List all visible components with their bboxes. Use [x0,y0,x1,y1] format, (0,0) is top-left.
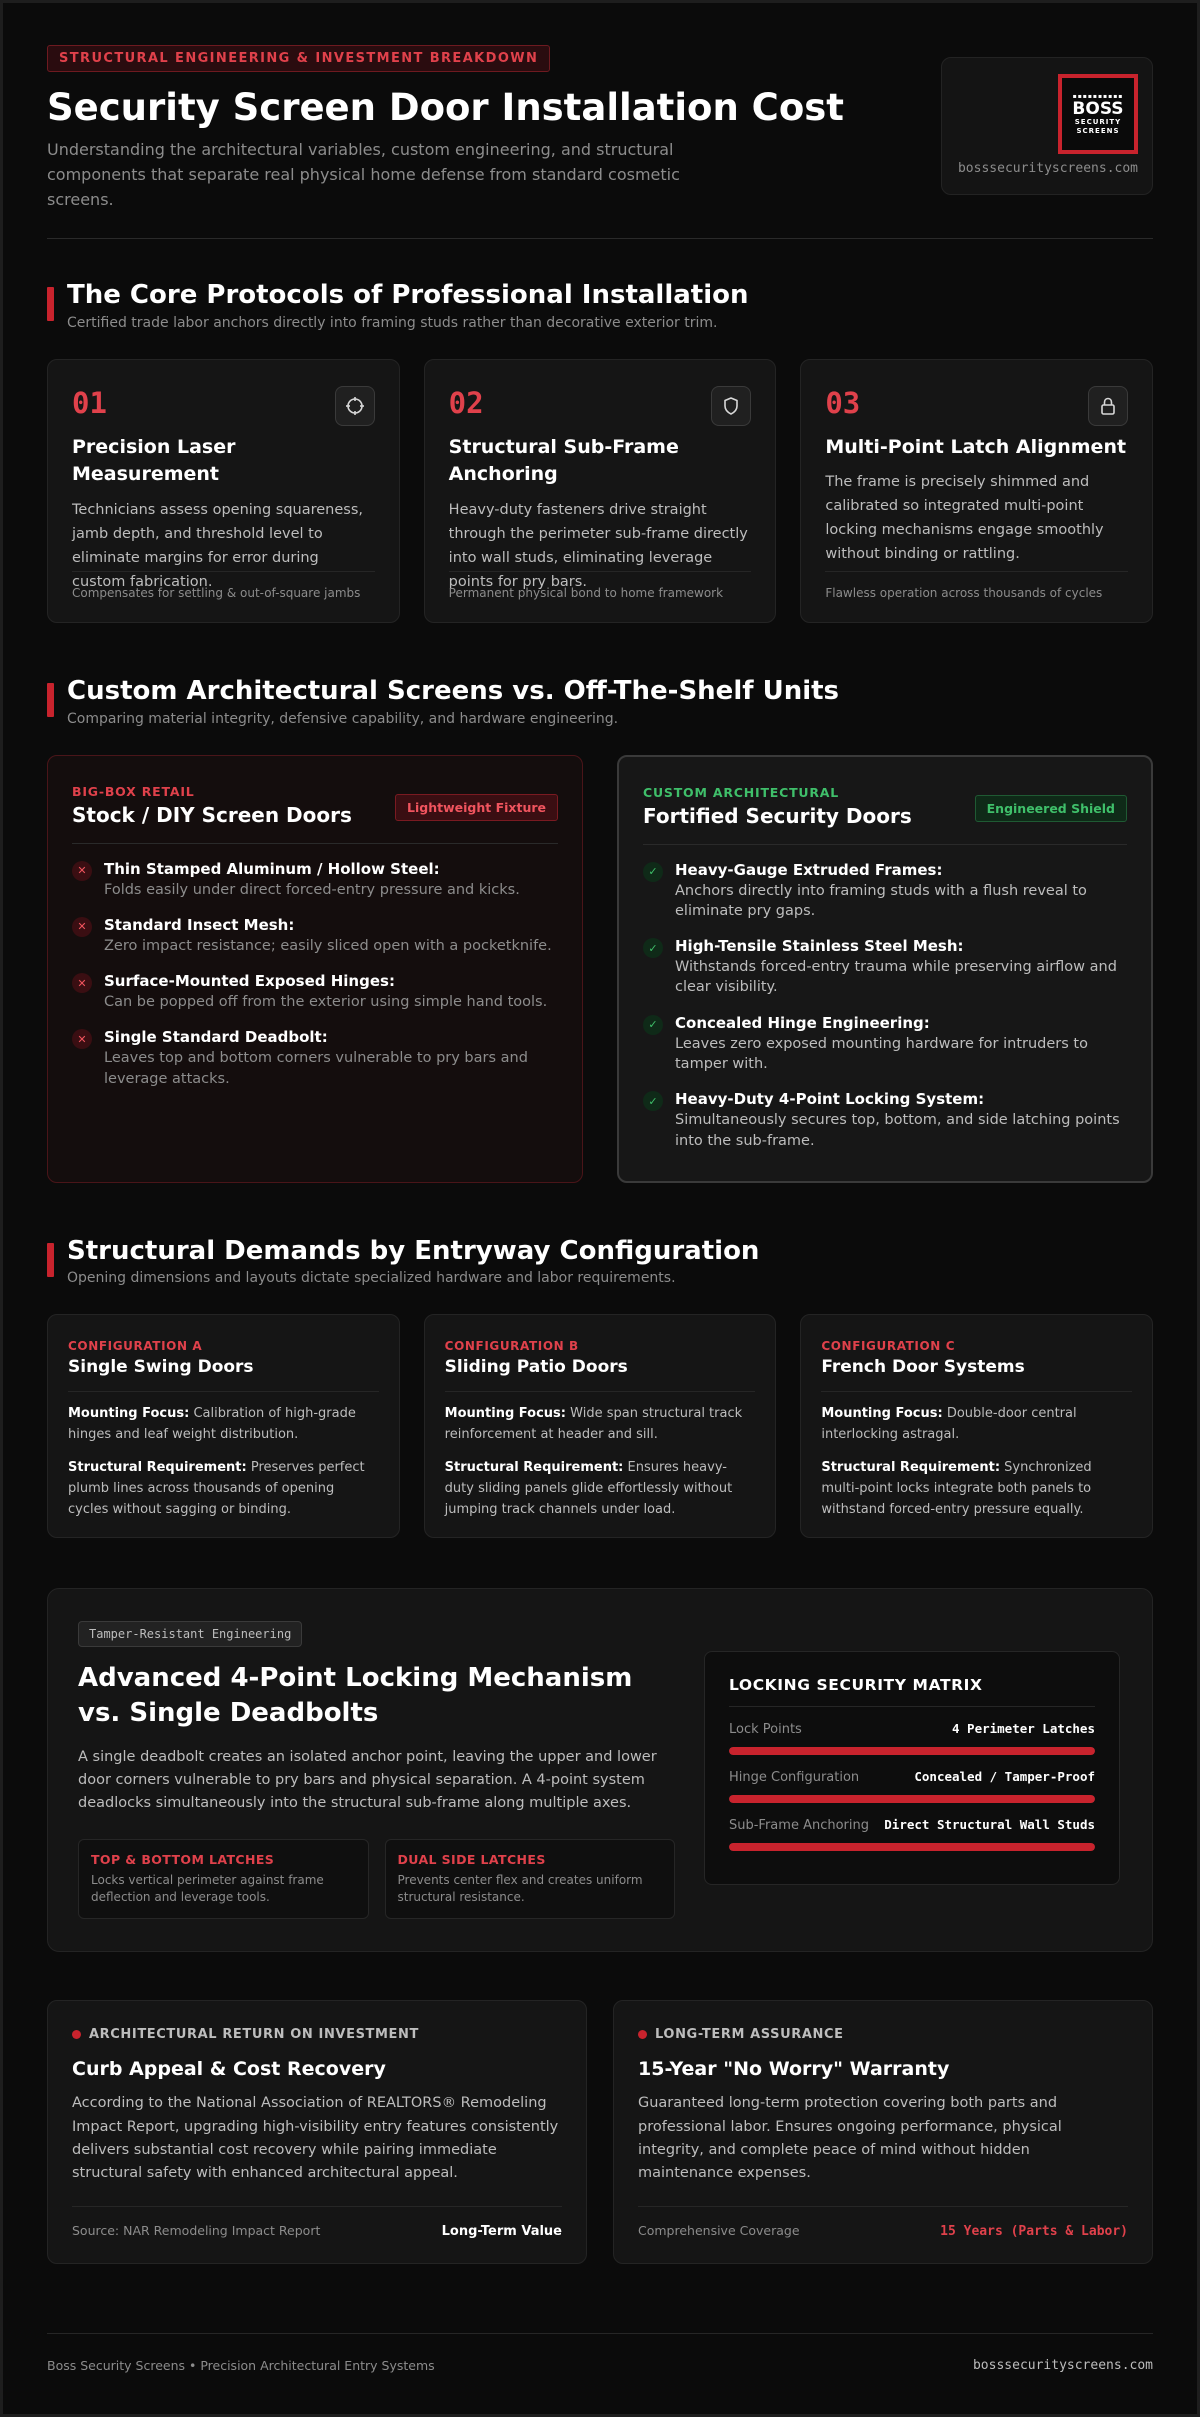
card-title: 15-Year "No Worry" Warranty [638,2058,950,2081]
comparison-cards [47,755,1153,1183]
comparison-section [47,675,1153,1183]
status-badge: Lightweight Fixture [395,794,558,821]
item-title: Heavy-Duty 4-Point Locking System: [675,1090,985,1109]
matrix-label: Lock Points [729,1722,802,1738]
matrix-bar-fill [729,1747,1095,1755]
section-title: The Core Protocols of Professional Installation [67,280,749,310]
lock-description: A single deadbolt creates an isolated anchor point, leaving the upper and lower door corners vulnerable to pry bars and physical separation. A 4-point system deadlocks simultaneously into the structural sub-frame along multiple axes. [78,1748,657,1811]
matrix-bar-fill [729,1795,1095,1803]
dot-icon [638,2030,647,2039]
item-title: Thin Stamped Aluminum / Hollow Steel: [104,859,440,878]
matrix-value: Direct Structural Wall Studs [884,1817,1095,1833]
item-title: Heavy-Gauge Extruded Frames: [675,860,943,879]
mounting-focus-label: Mounting Focus: [444,1406,566,1422]
configuration-card [424,1314,777,1538]
card-header [72,784,558,844]
coverage-note: Comprehensive Coverage [638,2223,800,2239]
x-icon: ✕ [72,973,92,993]
card-title: Curb Appeal & Cost Recovery [72,2058,386,2081]
item-title: Concealed Hinge Engineering: [675,1013,930,1032]
logo-dots: ▪▪▪▪▪▪▪▪▪▪ [1072,92,1124,100]
header-text [47,45,844,238]
warranty-term: 15 Years (Parts & Labor) [940,2224,1128,2240]
item-desc: Leaves top and bottom corners vulnerable to pry bars and leverage attacks. [104,1050,528,1087]
source-note: Source: NAR Remodeling Impact Report [72,2223,321,2239]
protocol-footnote: Flawless operation across thousands of cycles [825,571,1128,600]
latch-feature-card [78,1839,369,1919]
stock-door-card [47,755,583,1183]
card-label-text: LONG-TERM ASSURANCE [655,2027,844,2043]
page-title: Security Screen Door Installation Cost [47,86,844,129]
section-accent-bar [47,683,54,717]
list-item [72,972,558,1012]
lock-icon [1088,386,1128,426]
config-title: Single Swing Doors [68,1357,379,1392]
item-title: Standard Insect Mesh: [104,915,295,934]
security-matrix [704,1651,1120,1885]
item-title: High-Tensile Stainless Steel Mesh: [675,937,964,956]
mounting-focus-text: Calibration of high-grade hinges and leaf weight distribution. [68,1406,356,1443]
protocol-desc: The frame is precisely shimmed and calibrated so integrated multi-point locking mechanisms engage smoothly without binding or rattling. [825,474,1104,563]
protocol-footnote: Permanent physical bond to home framework [449,571,752,600]
card-title: Stock / DIY Screen Doors [72,802,352,827]
card-header [643,785,1127,845]
protocol-name: Structural Sub-Frame Anchoring [448,435,679,486]
list-item [72,860,558,900]
matrix-value: Concealed / Tamper-Proof [914,1769,1095,1785]
protocol-number: 01 [72,385,107,420]
section-heading [47,675,1153,727]
custom-door-card [617,755,1153,1183]
mounting-focus-label: Mounting Focus: [821,1406,943,1422]
list-item [72,916,558,956]
protocol-desc: Heavy-duty fasteners drive straight through the perimeter sub-frame directly into wall studs, eliminating leverage points for pry bars. [448,501,748,590]
card-desc: According to the National Association of REALTORS® Remodeling Impact Report, upgrading high-visibility entry features consistently delivers substantial cost recovery while pairing immediate structural safety with enhanced architectural appeal. [72,2095,559,2181]
shield-icon [711,386,751,426]
card-label [638,2027,1128,2042]
card-footer [638,2206,1128,2239]
roi-card [47,2000,587,2264]
matrix-value: 4 Perimeter Latches [952,1721,1095,1737]
protocol-number: 03 [825,385,861,420]
section-heading [47,279,1153,331]
section-accent-bar [47,287,54,321]
dot-icon [72,2030,81,2039]
mounting-focus [68,1404,379,1446]
list-item [643,861,1127,922]
item-title: Surface-Mounted Exposed Hinges: [104,972,395,991]
configuration-card [800,1314,1153,1538]
protocols-section [47,279,1153,623]
configuration-card [47,1314,400,1538]
page-footer [47,2333,1153,2373]
check-icon: ✓ [643,1091,663,1111]
matrix-bar-track [729,1747,1095,1755]
section-subtitle: Opening dimensions and layouts dictate specialized hardware and labor requirements. [67,1270,676,1287]
requirement-label: Structural Requirement: [444,1459,624,1475]
card-label [72,2027,562,2042]
structural-requirement [821,1458,1132,1520]
structural-requirement [445,1458,756,1520]
item-desc: Folds easily under direct forced-entry pressure and kicks. [104,881,520,898]
card-footer [72,2206,562,2239]
card-title: Fortified Security Doors [643,803,912,828]
mounting-focus-text: Wide span structural track reinforcement at header and sill. [444,1406,743,1443]
item-title: Single Standard Deadbolt: [104,1028,328,1047]
logo-line-1: SECURITY [1074,117,1122,126]
protocol-card [47,359,400,623]
warranty-card [613,2000,1153,2264]
latch-features [78,1839,675,1919]
matrix-bar-track [729,1795,1095,1803]
protocol-name: Multi-Point Latch Alignment [825,435,1127,458]
status-badge: Engineered Shield [975,795,1127,822]
check-icon: ✓ [643,862,663,882]
section-accent-bar [47,1243,54,1277]
list-item [643,1090,1127,1151]
config-label: CONFIGURATION C [821,1339,956,1354]
config-label: CONFIGURATION B [444,1339,579,1354]
config-title: Sliding Patio Doors [445,1357,756,1392]
footer-url[interactable]: bosssecurityscreens.com [972,2358,1153,2373]
feature-title: DUAL SIDE LATCHES [397,1852,546,1868]
list-item [72,1028,558,1089]
section-subtitle: Comparing material integrity, defensive capability, and hardware engineering. [67,710,619,727]
configurations-section [47,1235,1153,1539]
section-title: Custom Architectural Screens vs. Off-The-Shelf Units [67,675,840,706]
latch-feature-card [385,1839,676,1919]
requirement-text: Ensures heavy-duty sliding panels glide effortlessly without jumping track channels under load. [444,1459,733,1517]
x-icon: ✕ [72,917,92,937]
item-desc: Simultaneously secures top, bottom, and side latching points into the sub-frame. [675,1112,1120,1149]
logo-line-2: SCREENS [1076,126,1120,135]
logo-card[interactable] [941,57,1153,195]
protocol-card [800,359,1153,623]
structural-requirement [68,1458,379,1520]
config-label: CONFIGURATION A [68,1339,203,1354]
item-desc: Can be popped off from the exterior using simple hand tools. [104,994,548,1011]
matrix-label: Sub-Frame Anchoring [729,1818,869,1834]
locking-mechanism-panel [47,1588,1153,1952]
feature-list [643,861,1127,1151]
item-desc: Zero impact resistance; easily sliced open with a pocketknife. [104,937,552,954]
mounting-focus-text: Double-door central interlocking astragal. [821,1406,1077,1443]
section-heading [47,1235,1153,1287]
mounting-focus-label: Mounting Focus: [68,1406,190,1422]
check-icon: ✓ [643,1015,663,1035]
matrix-bar-track [729,1843,1095,1851]
logo-word: BOSS [1072,98,1124,119]
list-item [643,937,1127,998]
crosshair-icon [335,386,375,426]
protocol-footnote: Compensates for settling & out-of-square jambs [72,571,375,600]
kicker-badge: STRUCTURAL ENGINEERING & INVESTMENT BREAKDOWN [47,45,550,72]
feature-desc: Prevents center flex and creates uniform structural resistance. [397,1873,643,1904]
matrix-title: LOCKING SECURITY MATRIX [729,1676,1095,1707]
lock-title: Advanced 4-Point Locking Mechanism vs. Single Deadbolts [78,1663,633,1729]
requirement-label: Structural Requirement: [821,1459,1001,1475]
item-desc: Anchors directly into framing studs with a flush reveal to eliminate pry gaps. [675,882,1087,919]
assurance-section [47,2000,1153,2264]
matrix-label: Hinge Configuration [729,1770,860,1786]
x-icon: ✕ [72,861,92,881]
value-label: Long-Term Value [441,2224,562,2240]
feature-title: TOP & BOTTOM LATCHES [91,1852,275,1868]
matrix-row [729,1769,1095,1803]
x-icon: ✕ [72,1029,92,1049]
item-desc: Withstands forced-entry trauma while preserving airflow and clear visibility. [675,959,1117,996]
footer-brand: Boss Security Screens • Precision Architectural Entry Systems [47,2358,435,2373]
engineering-tag: Tamper-Resistant Engineering [78,1621,302,1647]
config-title: French Door Systems [821,1357,1132,1392]
mounting-focus [445,1404,756,1446]
card-label: CUSTOM ARCHITECTURAL [643,784,840,800]
page-intro: Understanding the architectural variables, custom engineering, and structural components that separate real physical home defense from standard cosmetic screens. [47,140,680,209]
protocol-cards [47,359,1153,623]
protocol-name: Precision Laser Measurement [72,435,236,486]
feature-desc: Locks vertical perimeter against frame deflection and leverage tools. [91,1873,324,1904]
protocol-number: 02 [448,385,484,420]
check-icon: ✓ [643,938,663,958]
protocol-desc: Technicians assess opening squareness, jamb depth, and threshold level to eliminate margins for error during custom fabrication. [72,501,364,590]
card-desc: Guaranteed long-term protection covering both parts and professional labor. Ensures ongoing performance, physical integrity, and complete peace of mind without hidden maintenance expenses. [638,2095,1062,2181]
requirement-text: Preserves perfect plumb lines across thousands of opening cycles without sagging or binding. [68,1459,365,1517]
requirement-text: Synchronized multi-point locks integrate both panels to withstand forced-entry pressure equally. [821,1459,1092,1517]
requirement-label: Structural Requirement: [68,1459,247,1475]
protocol-card [424,359,777,623]
card-label: BIG-BOX RETAIL [72,783,195,799]
section-subtitle: Certified trade labor anchors directly into framing studs rather than decorative exterior trim. [67,314,718,331]
card-label-text: ARCHITECTURAL RETURN ON INVESTMENT [89,2027,419,2043]
matrix-bar-fill [729,1843,1095,1851]
feature-list [72,860,558,1089]
section-title: Structural Demands by Entryway Configuration [67,1235,760,1266]
item-desc: Leaves zero exposed mounting hardware for intruders to tamper with. [675,1035,1088,1073]
logo-url[interactable]: bosssecurityscreens.com [957,161,1138,176]
brand-logo [1058,74,1138,154]
header [47,3,1153,239]
matrix-row [729,1721,1095,1755]
configuration-cards [47,1314,1153,1538]
list-item [643,1014,1127,1075]
mounting-focus [821,1404,1132,1446]
matrix-row [729,1817,1095,1851]
